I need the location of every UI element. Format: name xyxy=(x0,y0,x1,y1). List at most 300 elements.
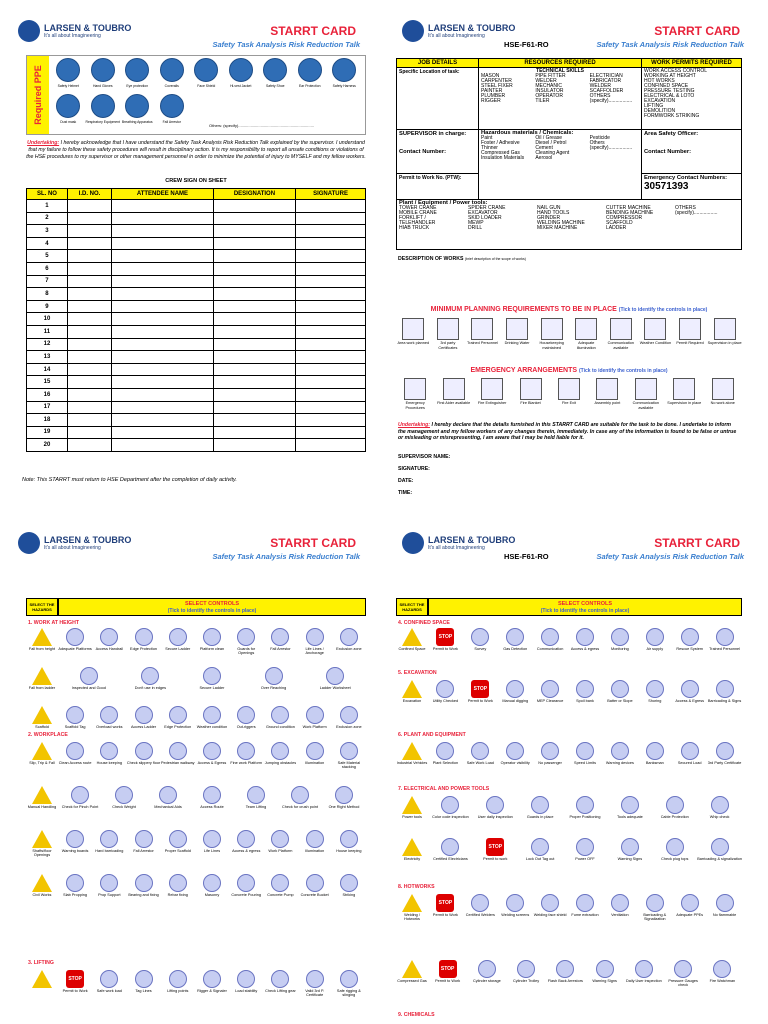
permit-checkbox[interactable]: CONFINED SPACE xyxy=(644,83,689,89)
skill-checkbox[interactable]: INSULATOR xyxy=(535,88,564,94)
control-item[interactable] xyxy=(518,796,563,819)
crew-cell[interactable] xyxy=(67,250,111,263)
crew-cell[interactable] xyxy=(296,351,366,364)
control-item[interactable] xyxy=(58,628,92,656)
control-item[interactable] xyxy=(463,742,498,765)
hazard-cell[interactable] xyxy=(26,786,58,809)
ptw-field[interactable]: Permit to Work No. (PTW): xyxy=(397,174,479,200)
control-item[interactable] xyxy=(568,680,603,703)
mpr-item[interactable] xyxy=(673,318,708,350)
control-item[interactable] xyxy=(161,874,195,897)
control-item[interactable] xyxy=(533,680,568,703)
crew-cell[interactable] xyxy=(112,300,214,313)
control-item[interactable] xyxy=(672,628,707,651)
control-item[interactable] xyxy=(263,970,297,998)
mpr-item[interactable] xyxy=(569,318,604,350)
skill-checkbox[interactable]: FABRICATOR xyxy=(589,78,622,84)
control-item[interactable] xyxy=(707,680,742,703)
crew-cell[interactable] xyxy=(296,338,366,351)
control-item[interactable] xyxy=(467,960,506,988)
plant-checkbox[interactable]: EXCAVATOR xyxy=(468,210,498,216)
control-item[interactable] xyxy=(568,628,603,651)
ea-item[interactable] xyxy=(434,378,472,410)
plant-checkbox[interactable]: HIAB TRUCK xyxy=(399,225,430,231)
control-item[interactable] xyxy=(263,706,297,729)
skill-checkbox[interactable]: PIPE FITTER xyxy=(535,73,566,79)
control-item[interactable] xyxy=(92,874,126,897)
crew-cell[interactable] xyxy=(296,212,366,225)
crew-cell[interactable] xyxy=(112,288,214,301)
signature-field[interactable]: SIGNATURE: xyxy=(398,466,430,472)
control-item[interactable] xyxy=(195,874,229,897)
crew-cell[interactable] xyxy=(213,325,295,338)
crew-cell[interactable] xyxy=(112,262,214,275)
crew-cell[interactable] xyxy=(296,376,366,389)
location-field[interactable]: Specific Location of task: xyxy=(397,68,479,130)
control-item[interactable] xyxy=(473,796,518,819)
permit-checkbox[interactable]: WORKING AT HEIGHT xyxy=(644,73,696,79)
skill-checkbox[interactable]: CARPENTER xyxy=(481,78,512,84)
crew-cell[interactable] xyxy=(296,363,366,376)
hazmat-checkbox[interactable]: Compressed Gas xyxy=(481,150,520,156)
plant-checkbox[interactable]: OTHERS (specify)................. xyxy=(675,205,718,216)
crew-cell[interactable] xyxy=(296,288,366,301)
control-item[interactable] xyxy=(672,680,707,703)
crew-cell[interactable] xyxy=(67,325,111,338)
skill-checkbox[interactable]: ELECTRICIAN xyxy=(589,73,623,79)
plant-checkbox[interactable]: SCAFFOLD xyxy=(606,220,633,226)
control-item[interactable] xyxy=(498,894,533,922)
control-item[interactable] xyxy=(263,830,297,858)
control-item[interactable] xyxy=(263,874,297,897)
crew-cell[interactable] xyxy=(296,300,366,313)
control-item[interactable] xyxy=(58,667,120,690)
crew-cell[interactable] xyxy=(67,225,111,238)
control-item[interactable] xyxy=(697,796,742,819)
control-item[interactable] xyxy=(263,742,297,770)
crew-cell[interactable] xyxy=(296,414,366,427)
plant-checkbox[interactable]: CUTTER MACHINE xyxy=(606,205,651,211)
control-item[interactable] xyxy=(652,796,697,819)
control-item[interactable] xyxy=(161,970,195,998)
control-item[interactable] xyxy=(563,838,608,861)
crew-cell[interactable] xyxy=(112,225,214,238)
control-item[interactable] xyxy=(126,970,160,998)
control-item[interactable] xyxy=(463,894,498,922)
crew-cell[interactable] xyxy=(296,426,366,439)
control-item[interactable] xyxy=(58,970,92,998)
crew-cell[interactable] xyxy=(213,426,295,439)
control-item[interactable] xyxy=(332,970,366,998)
control-item[interactable] xyxy=(568,894,603,922)
crew-cell[interactable] xyxy=(112,401,214,414)
ppe-item[interactable] xyxy=(86,94,121,130)
ea-item[interactable] xyxy=(704,378,742,410)
hazmat-checkbox[interactable]: Cement xyxy=(535,145,553,151)
permit-checkbox[interactable]: HOT WORKS xyxy=(644,78,675,84)
crew-cell[interactable] xyxy=(213,212,295,225)
control-item[interactable] xyxy=(229,742,263,770)
ppe-item[interactable] xyxy=(327,58,362,94)
crew-cell[interactable] xyxy=(213,313,295,326)
control-item[interactable] xyxy=(428,628,463,651)
control-item[interactable] xyxy=(92,628,126,656)
control-item[interactable] xyxy=(463,628,498,651)
ppe-item[interactable] xyxy=(258,58,293,94)
crew-cell[interactable] xyxy=(67,313,111,326)
control-item[interactable] xyxy=(568,742,603,765)
hazard-cell[interactable] xyxy=(396,628,428,651)
skill-checkbox[interactable]: TILER xyxy=(535,98,550,104)
plant-checkbox[interactable]: TOWER CRANE xyxy=(399,205,437,211)
mpr-item[interactable] xyxy=(431,318,466,350)
control-item[interactable] xyxy=(428,796,473,819)
crew-cell[interactable] xyxy=(112,250,214,263)
mpr-item[interactable] xyxy=(534,318,569,350)
control-item[interactable] xyxy=(428,680,463,703)
control-item[interactable] xyxy=(332,874,366,897)
crew-cell[interactable] xyxy=(213,376,295,389)
control-item[interactable] xyxy=(332,742,366,770)
crew-cell[interactable] xyxy=(67,300,111,313)
hazard-cell[interactable] xyxy=(396,742,428,765)
crew-cell[interactable] xyxy=(213,439,295,452)
crew-cell[interactable] xyxy=(67,338,111,351)
control-item[interactable] xyxy=(195,742,229,770)
control-item[interactable] xyxy=(637,680,672,703)
permit-checkbox[interactable]: FORMWORK STRIKING xyxy=(644,113,700,119)
crew-cell[interactable] xyxy=(112,200,214,213)
hazmat-checkbox[interactable]: Foster / Adhesive xyxy=(481,140,520,146)
control-item[interactable] xyxy=(533,894,568,922)
ppe-item[interactable] xyxy=(51,58,86,94)
plant-checkbox[interactable]: DRILL xyxy=(468,225,483,231)
control-item[interactable] xyxy=(463,680,498,703)
crew-cell[interactable] xyxy=(67,376,111,389)
hazard-cell[interactable] xyxy=(396,838,428,861)
crew-cell[interactable] xyxy=(213,401,295,414)
supervisor-cell[interactable]: SUPERVISOR in charge: Contact Number: xyxy=(397,130,479,174)
ea-item[interactable] xyxy=(627,378,665,410)
crew-cell[interactable] xyxy=(213,288,295,301)
control-item[interactable] xyxy=(498,742,533,765)
control-item[interactable] xyxy=(229,628,263,656)
crew-cell[interactable] xyxy=(296,401,366,414)
control-item[interactable] xyxy=(126,628,160,656)
control-item[interactable] xyxy=(298,970,332,998)
ppe-item[interactable] xyxy=(155,58,190,94)
control-item[interactable] xyxy=(624,960,663,988)
skill-checkbox[interactable]: STEEL FIXER xyxy=(481,83,513,89)
control-item[interactable] xyxy=(518,838,563,861)
crew-cell[interactable] xyxy=(296,225,366,238)
crew-cell[interactable] xyxy=(296,325,366,338)
crew-cell[interactable] xyxy=(67,200,111,213)
control-item[interactable] xyxy=(602,894,637,922)
crew-cell[interactable] xyxy=(67,439,111,452)
skill-checkbox[interactable]: MECHANIC xyxy=(535,83,562,89)
crew-cell[interactable] xyxy=(67,426,111,439)
control-item[interactable] xyxy=(428,742,463,765)
hazard-cell[interactable] xyxy=(396,960,428,988)
crew-cell[interactable] xyxy=(213,225,295,238)
crew-cell[interactable] xyxy=(296,313,366,326)
plant-checkbox[interactable]: WELDING MACHINE xyxy=(537,220,585,226)
plant-checkbox[interactable]: GRINDER xyxy=(537,215,561,221)
ppe-item[interactable] xyxy=(224,58,259,94)
hazard-cell[interactable] xyxy=(26,667,58,690)
skill-checkbox[interactable]: PAINTER xyxy=(481,88,503,94)
control-item[interactable] xyxy=(102,786,146,809)
control-item[interactable] xyxy=(507,960,546,988)
control-item[interactable] xyxy=(298,628,332,656)
control-item[interactable] xyxy=(607,796,652,819)
plant-checkbox[interactable]: HAND TOOLS xyxy=(537,210,570,216)
crew-cell[interactable] xyxy=(213,237,295,250)
control-item[interactable] xyxy=(92,742,126,770)
control-item[interactable] xyxy=(703,960,742,988)
crew-cell[interactable] xyxy=(213,275,295,288)
plant-checkbox[interactable]: COMPRESSOR xyxy=(606,215,643,221)
control-item[interactable] xyxy=(195,628,229,656)
plant-checkbox[interactable]: NAIL GUN xyxy=(537,205,561,211)
control-item[interactable] xyxy=(498,680,533,703)
hazmat-checkbox[interactable]: Others (specify)................. xyxy=(589,140,633,151)
ea-item[interactable] xyxy=(665,378,703,410)
control-item[interactable] xyxy=(707,894,742,922)
control-item[interactable] xyxy=(585,960,624,988)
control-item[interactable] xyxy=(58,786,102,809)
mpr-item[interactable] xyxy=(500,318,535,350)
crew-cell[interactable] xyxy=(296,250,366,263)
control-item[interactable] xyxy=(229,706,263,729)
crew-cell[interactable] xyxy=(112,325,214,338)
control-item[interactable] xyxy=(672,742,707,765)
crew-cell[interactable] xyxy=(213,363,295,376)
hazmat-checkbox[interactable]: Aerosol xyxy=(535,155,553,161)
crew-cell[interactable] xyxy=(67,388,111,401)
control-item[interactable] xyxy=(664,960,703,988)
hazard-cell[interactable] xyxy=(396,894,428,922)
crew-cell[interactable] xyxy=(112,426,214,439)
permit-checkbox[interactable]: EXCAVATION xyxy=(644,98,676,104)
hazmat-checkbox[interactable]: Insulation Materials xyxy=(481,155,525,161)
control-item[interactable] xyxy=(126,742,160,770)
date-field[interactable]: DATE: xyxy=(398,478,414,484)
ea-item[interactable] xyxy=(550,378,588,410)
ppe-item[interactable] xyxy=(120,94,155,130)
crew-cell[interactable] xyxy=(296,439,366,452)
plant-checkbox[interactable]: MOBILE CRANE xyxy=(399,210,437,216)
control-item[interactable] xyxy=(602,742,637,765)
control-item[interactable] xyxy=(298,874,332,897)
control-item[interactable] xyxy=(229,970,263,998)
hazard-cell[interactable] xyxy=(26,874,58,897)
crew-cell[interactable] xyxy=(213,351,295,364)
control-item[interactable] xyxy=(332,628,366,656)
control-item[interactable] xyxy=(428,960,467,988)
crew-cell[interactable] xyxy=(213,200,295,213)
skill-checkbox[interactable]: RIGGER xyxy=(481,98,501,104)
permit-checkbox[interactable]: LIFTING xyxy=(644,103,664,109)
control-item[interactable] xyxy=(92,830,126,858)
plant-checkbox[interactable]: BENDING MACHINE xyxy=(606,210,654,216)
control-item[interactable] xyxy=(126,830,160,858)
ppe-others[interactable]: Others: (specify).................................................................... xyxy=(209,123,314,128)
control-item[interactable] xyxy=(322,786,366,809)
crew-cell[interactable] xyxy=(213,300,295,313)
crew-cell[interactable] xyxy=(213,262,295,275)
ea-item[interactable] xyxy=(588,378,626,410)
control-item[interactable] xyxy=(161,628,195,656)
skill-checkbox[interactable]: MASON xyxy=(481,73,500,79)
crew-cell[interactable] xyxy=(112,275,214,288)
hazard-cell[interactable] xyxy=(396,796,428,819)
crew-cell[interactable] xyxy=(67,288,111,301)
mpr-item[interactable] xyxy=(465,318,500,350)
control-item[interactable] xyxy=(298,706,332,729)
control-item[interactable] xyxy=(473,838,518,861)
crew-cell[interactable] xyxy=(112,212,214,225)
control-item[interactable] xyxy=(602,628,637,651)
control-item[interactable] xyxy=(195,706,229,729)
crew-cell[interactable] xyxy=(112,338,214,351)
crew-cell[interactable] xyxy=(67,262,111,275)
ppe-item[interactable] xyxy=(189,58,224,94)
control-item[interactable] xyxy=(229,874,263,897)
skill-checkbox[interactable]: WELDER xyxy=(535,78,557,84)
permit-checkbox[interactable]: DEMOLITION xyxy=(644,108,676,114)
mpr-item[interactable] xyxy=(604,318,639,350)
control-item[interactable] xyxy=(243,667,305,690)
control-item[interactable] xyxy=(428,894,463,922)
skill-checkbox[interactable]: WELDER xyxy=(589,83,612,89)
control-item[interactable] xyxy=(298,742,332,770)
control-item[interactable] xyxy=(652,838,697,861)
control-item[interactable] xyxy=(126,874,160,897)
control-item[interactable] xyxy=(161,830,195,858)
mpr-item[interactable] xyxy=(396,318,431,350)
hazmat-checkbox[interactable]: Oil / Grease xyxy=(535,135,563,141)
control-item[interactable] xyxy=(332,706,366,729)
ea-item[interactable] xyxy=(396,378,434,410)
control-item[interactable] xyxy=(707,742,742,765)
control-item[interactable] xyxy=(146,786,190,809)
permit-checkbox[interactable]: ELECTRICAL & LOTO xyxy=(644,93,695,99)
crew-cell[interactable] xyxy=(67,401,111,414)
hazmat-checkbox[interactable]: Pesticide xyxy=(589,135,610,141)
control-item[interactable] xyxy=(195,970,229,998)
crew-cell[interactable] xyxy=(213,250,295,263)
control-item[interactable] xyxy=(195,830,229,858)
crew-cell[interactable] xyxy=(296,200,366,213)
control-item[interactable] xyxy=(533,628,568,651)
crew-cell[interactable] xyxy=(112,376,214,389)
crew-cell[interactable] xyxy=(112,439,214,452)
control-item[interactable] xyxy=(533,742,568,765)
control-item[interactable] xyxy=(546,960,585,988)
ppe-item[interactable] xyxy=(86,58,121,94)
hazmat-checkbox[interactable]: Cleaning Agent xyxy=(535,150,570,156)
plant-checkbox[interactable]: SKID LOADER xyxy=(468,215,502,221)
crew-cell[interactable] xyxy=(213,414,295,427)
crew-cell[interactable] xyxy=(112,363,214,376)
control-item[interactable] xyxy=(58,874,92,897)
plant-checkbox[interactable]: MEWP xyxy=(468,220,484,226)
control-item[interactable] xyxy=(637,628,672,651)
crew-cell[interactable] xyxy=(67,363,111,376)
crew-cell[interactable] xyxy=(296,262,366,275)
skill-checkbox[interactable]: OPERATOR xyxy=(535,93,563,99)
crew-cell[interactable] xyxy=(67,414,111,427)
control-item[interactable] xyxy=(672,894,707,922)
control-item[interactable] xyxy=(637,894,672,922)
crew-cell[interactable] xyxy=(67,351,111,364)
crew-cell[interactable] xyxy=(112,351,214,364)
supervisor-name-field[interactable]: SUPERVISOR NAME: xyxy=(398,454,451,460)
control-item[interactable] xyxy=(278,786,322,809)
control-item[interactable] xyxy=(707,628,742,651)
area-officer-cell[interactable]: Area Safety Officer: Contact Number: xyxy=(642,130,742,174)
ea-item[interactable] xyxy=(473,378,511,410)
control-item[interactable] xyxy=(637,742,672,765)
crew-cell[interactable] xyxy=(296,275,366,288)
hazmat-checkbox[interactable]: Diesel / Petrol xyxy=(535,140,567,146)
control-item[interactable] xyxy=(298,830,332,858)
control-item[interactable] xyxy=(161,742,195,770)
control-item[interactable] xyxy=(58,706,92,729)
crew-cell[interactable] xyxy=(296,388,366,401)
control-item[interactable] xyxy=(332,830,366,858)
control-item[interactable] xyxy=(563,796,608,819)
control-item[interactable] xyxy=(190,786,234,809)
control-item[interactable] xyxy=(161,706,195,729)
ea-item[interactable] xyxy=(511,378,549,410)
permit-checkbox[interactable]: PRESSURE TESTING xyxy=(644,88,695,94)
hazard-cell[interactable] xyxy=(396,680,428,703)
permit-checkbox[interactable]: WORK ACCESS CONTROL xyxy=(644,68,708,74)
control-item[interactable] xyxy=(92,706,126,729)
crew-cell[interactable] xyxy=(112,313,214,326)
control-item[interactable] xyxy=(428,838,473,861)
control-item[interactable] xyxy=(234,786,278,809)
plant-checkbox[interactable]: FORKLIFT / TELEHANDLER xyxy=(399,215,436,226)
control-item[interactable] xyxy=(607,838,652,861)
plant-checkbox[interactable]: LADDER xyxy=(606,225,627,231)
hazard-cell[interactable] xyxy=(26,628,58,656)
control-item[interactable] xyxy=(120,667,182,690)
control-item[interactable] xyxy=(263,628,297,656)
ppe-item[interactable] xyxy=(293,58,328,94)
control-item[interactable] xyxy=(181,667,243,690)
crew-cell[interactable] xyxy=(296,237,366,250)
crew-cell[interactable] xyxy=(67,275,111,288)
control-item[interactable] xyxy=(697,838,742,861)
control-item[interactable] xyxy=(602,680,637,703)
control-item[interactable] xyxy=(126,706,160,729)
skill-checkbox[interactable]: SCAFFOLDER xyxy=(589,88,624,94)
crew-cell[interactable] xyxy=(112,237,214,250)
mpr-item[interactable] xyxy=(707,318,742,350)
plant-checkbox[interactable]: SPIDER CRANE xyxy=(468,205,506,211)
hazmat-checkbox[interactable]: Paint xyxy=(481,135,493,141)
hazard-cell[interactable] xyxy=(26,970,58,998)
ppe-item[interactable] xyxy=(51,94,86,130)
ppe-item[interactable] xyxy=(120,58,155,94)
control-item[interactable] xyxy=(304,667,366,690)
crew-cell[interactable] xyxy=(67,237,111,250)
ppe-item[interactable] xyxy=(155,94,190,130)
